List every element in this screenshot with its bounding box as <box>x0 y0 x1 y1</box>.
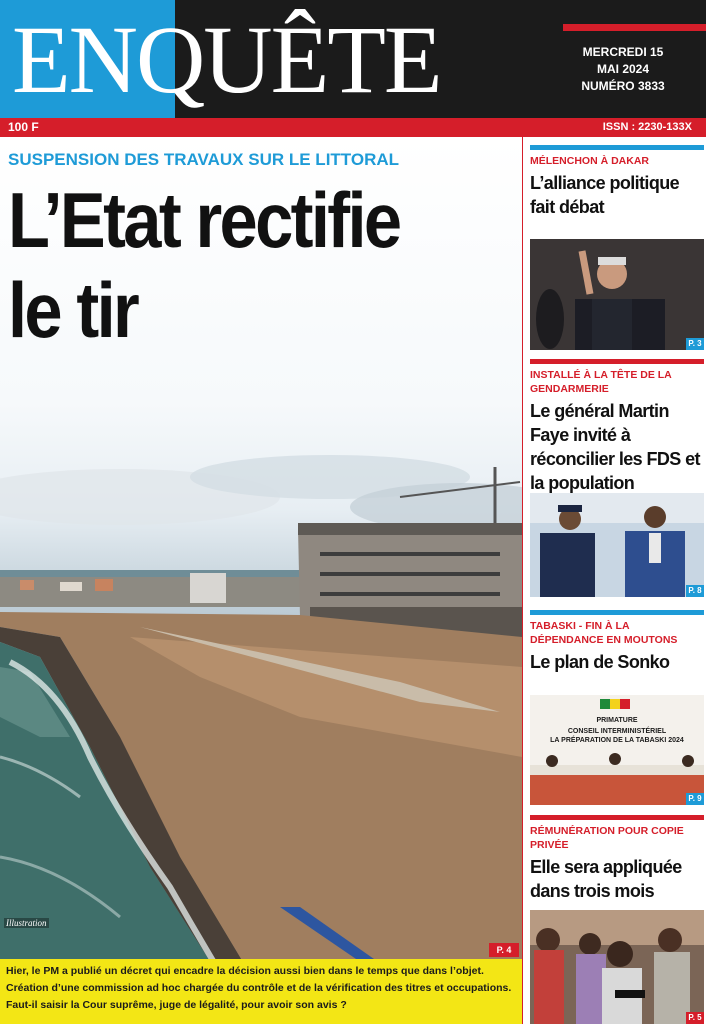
issn-label: ISSN : 2230-133X <box>602 121 692 133</box>
logo-text-en: EN <box>12 6 136 113</box>
sidebar-title: Le général Martin Faye invité à réconcilier les FDS et la population <box>530 401 700 493</box>
sidebar-story-gendarmerie[interactable] <box>530 359 704 495</box>
main-story-photo <box>0 437 522 1024</box>
issue-number: NUMÉRO 3833 <box>581 79 665 93</box>
sidebar-title: Elle sera appliquée dans trois mois <box>530 857 682 901</box>
main-headline-line-1: L’Etat rectifie <box>8 176 400 264</box>
ceremony-photo <box>530 493 704 597</box>
sidebar-page-ref[interactable]: P. 3 <box>686 338 704 350</box>
price-label: 100 F <box>8 120 39 134</box>
press-photo <box>530 910 704 1024</box>
sidebar-story-melenchon[interactable] <box>530 145 704 219</box>
issue-month: MAI 2024 <box>596 62 650 76</box>
newspaper-logo[interactable] <box>12 6 441 114</box>
sidebar-kicker: MÉLENCHON À DAKAR <box>530 155 649 167</box>
sidebar-page-ref[interactable]: P. 5 <box>686 1012 704 1024</box>
photo-credit: Illustration <box>6 918 47 928</box>
main-story-kicker: SUSPENSION DES TRAVAUX SUR LE LITTORAL <box>8 150 400 169</box>
sidebar-title: L’alliance politique fait débat <box>530 173 680 217</box>
photo-text-preparation: LA PRÉPARATION DE LA TABASKI 2024 <box>550 737 684 744</box>
sidebar-rule <box>530 815 704 820</box>
masthead-red-accent <box>563 24 706 31</box>
sidebar-photo-gendarmerie <box>530 493 704 597</box>
photo-text-council: CONSEIL INTERMINISTÉRIEL <box>567 728 667 735</box>
sidebar-page-ref[interactable]: P. 8 <box>686 585 704 597</box>
main-headline-line-2: le tir <box>8 266 138 354</box>
masthead <box>0 0 706 137</box>
sidebar-photo-copie-privee <box>530 910 704 1024</box>
sidebar-rule <box>530 610 704 615</box>
sidebar-title: Le plan de Sonko <box>530 652 670 672</box>
sidebar-story-copie-privee[interactable] <box>530 815 704 903</box>
sidebar-rule <box>530 145 704 150</box>
sidebar-kicker: RÉMUNÉRATION POUR COPIE PRIVÉE <box>530 825 684 851</box>
sidebar-rule <box>530 359 704 364</box>
sidebar <box>522 137 706 1024</box>
summary-line: Hier, le PM a publié un décret qui encadre la décision aussi bien dans le temps que dans l’objet. <box>6 965 484 977</box>
sidebar-page-ref[interactable]: P. 9 <box>686 793 704 805</box>
main-story[interactable] <box>0 137 522 1024</box>
speaker-photo <box>530 239 704 350</box>
summary-line: Création d’une commission ad hoc chargée du contrôle et de la vérification des titres et occupations. <box>6 982 512 994</box>
summary-line: Faut-il saisir la Cour suprême, juge de légalité, pour avoir son avis ? <box>6 999 347 1011</box>
sidebar-photo-melenchon <box>530 239 704 350</box>
sidebar-kicker: TABASKI - FIN À LA DÉPENDANCE EN MOUTONS <box>530 620 678 646</box>
issue-info <box>563 44 683 95</box>
council-photo <box>530 695 704 805</box>
main-headline[interactable] <box>8 175 453 355</box>
main-story-summary <box>0 959 522 1024</box>
page-reference[interactable]: P. 4 <box>489 943 519 957</box>
sidebar-story-tabaski[interactable] <box>530 610 704 674</box>
photo-text-primature: PRIMATURE <box>596 717 638 724</box>
sidebar-photo-tabaski <box>530 695 704 805</box>
logo-text-quete: QUÊTE <box>135 6 441 113</box>
issue-day: MERCREDI 15 <box>582 45 664 59</box>
masthead-red-band <box>0 118 706 137</box>
sidebar-kicker: INSTALLÉ À LA TÊTE DE LA GENDARMERIE <box>530 369 672 395</box>
